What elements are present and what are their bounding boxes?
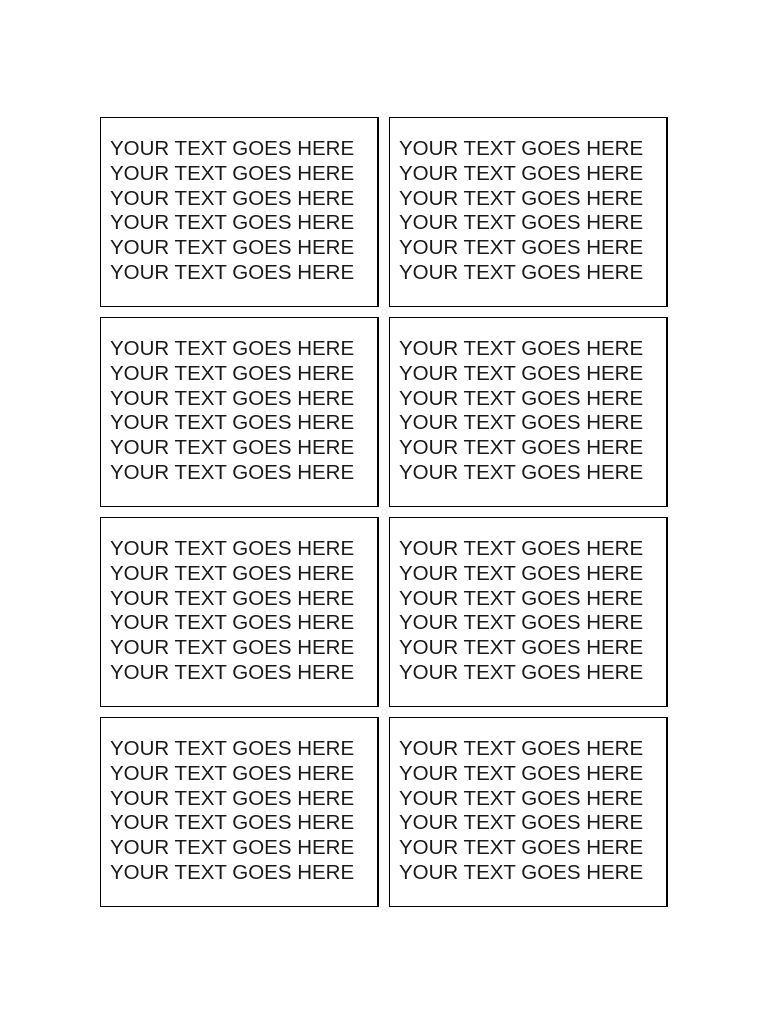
label-text-line: YOUR TEXT GOES HERE xyxy=(399,436,644,460)
label-r4-c2 xyxy=(389,717,668,907)
label-text-line: YOUR TEXT GOES HERE xyxy=(110,537,355,560)
label-r2-c1 xyxy=(100,317,379,507)
label-text-line: YOUR TEXT GOES HERE xyxy=(399,361,644,385)
label-r3-c1 xyxy=(100,517,379,707)
label-text-line: YOUR TEXT GOES HERE xyxy=(110,260,355,284)
label-text-line: YOUR TEXT GOES HERE xyxy=(399,860,644,884)
label-text-line: YOUR TEXT GOES HERE xyxy=(110,236,355,260)
label-text-line: YOUR TEXT GOES HERE xyxy=(110,186,355,210)
label-text-line: YOUR TEXT GOES HERE xyxy=(399,786,644,810)
label-text-line: YOUR TEXT GOES HERE xyxy=(399,636,644,660)
label-text-line: YOUR TEXT GOES HERE xyxy=(399,236,644,260)
label-text-line: YOUR TEXT GOES HERE xyxy=(399,386,644,410)
label-text-line: YOUR TEXT GOES HERE xyxy=(110,137,355,160)
label-text-line: YOUR TEXT GOES HERE xyxy=(110,611,355,635)
label-text-line: YOUR TEXT GOES HERE xyxy=(110,460,355,484)
label-text-line: YOUR TEXT GOES HERE xyxy=(399,211,644,235)
label-text-line: YOUR TEXT GOES HERE xyxy=(399,811,644,835)
label-text-line: YOUR TEXT GOES HERE xyxy=(110,786,355,810)
label-text-line: YOUR TEXT GOES HERE xyxy=(399,836,644,860)
label-text-line: YOUR TEXT GOES HERE xyxy=(399,161,644,185)
label-text-line: YOUR TEXT GOES HERE xyxy=(110,561,355,585)
label-r3-c2 xyxy=(389,517,668,707)
label-text-line: YOUR TEXT GOES HERE xyxy=(110,811,355,835)
label-r1-c2 xyxy=(389,117,668,307)
label-text-line: YOUR TEXT GOES HERE xyxy=(110,436,355,460)
label-text-line: YOUR TEXT GOES HERE xyxy=(110,860,355,884)
label-text-line: YOUR TEXT GOES HERE xyxy=(399,660,644,684)
label-text-line: YOUR TEXT GOES HERE xyxy=(399,561,644,585)
label-text-line: YOUR TEXT GOES HERE xyxy=(110,337,355,360)
label-sheet xyxy=(100,117,668,907)
label-text-line: YOUR TEXT GOES HERE xyxy=(110,636,355,660)
label-text-line: YOUR TEXT GOES HERE xyxy=(399,137,644,160)
label-text-line: YOUR TEXT GOES HERE xyxy=(110,161,355,185)
label-text-line: YOUR TEXT GOES HERE xyxy=(110,836,355,860)
label-r2-c2 xyxy=(389,317,668,507)
label-text-line: YOUR TEXT GOES HERE xyxy=(110,386,355,410)
label-text-line: YOUR TEXT GOES HERE xyxy=(399,260,644,284)
label-text-line: YOUR TEXT GOES HERE xyxy=(399,761,644,785)
label-text-line: YOUR TEXT GOES HERE xyxy=(110,737,355,760)
label-text-line: YOUR TEXT GOES HERE xyxy=(110,660,355,684)
label-text-line: YOUR TEXT GOES HERE xyxy=(110,411,355,435)
label-text-line: YOUR TEXT GOES HERE xyxy=(399,411,644,435)
label-text-line: YOUR TEXT GOES HERE xyxy=(399,737,644,760)
label-text-line: YOUR TEXT GOES HERE xyxy=(399,586,644,610)
label-r1-c1 xyxy=(100,117,379,307)
label-text-line: YOUR TEXT GOES HERE xyxy=(110,586,355,610)
label-text-line: YOUR TEXT GOES HERE xyxy=(399,537,644,560)
label-r4-c1 xyxy=(100,717,379,907)
label-text-line: YOUR TEXT GOES HERE xyxy=(399,611,644,635)
label-text-line: YOUR TEXT GOES HERE xyxy=(110,761,355,785)
label-text-line: YOUR TEXT GOES HERE xyxy=(399,337,644,360)
label-text-line: YOUR TEXT GOES HERE xyxy=(399,460,644,484)
label-text-line: YOUR TEXT GOES HERE xyxy=(110,211,355,235)
label-text-line: YOUR TEXT GOES HERE xyxy=(110,361,355,385)
label-text-line: YOUR TEXT GOES HERE xyxy=(399,186,644,210)
